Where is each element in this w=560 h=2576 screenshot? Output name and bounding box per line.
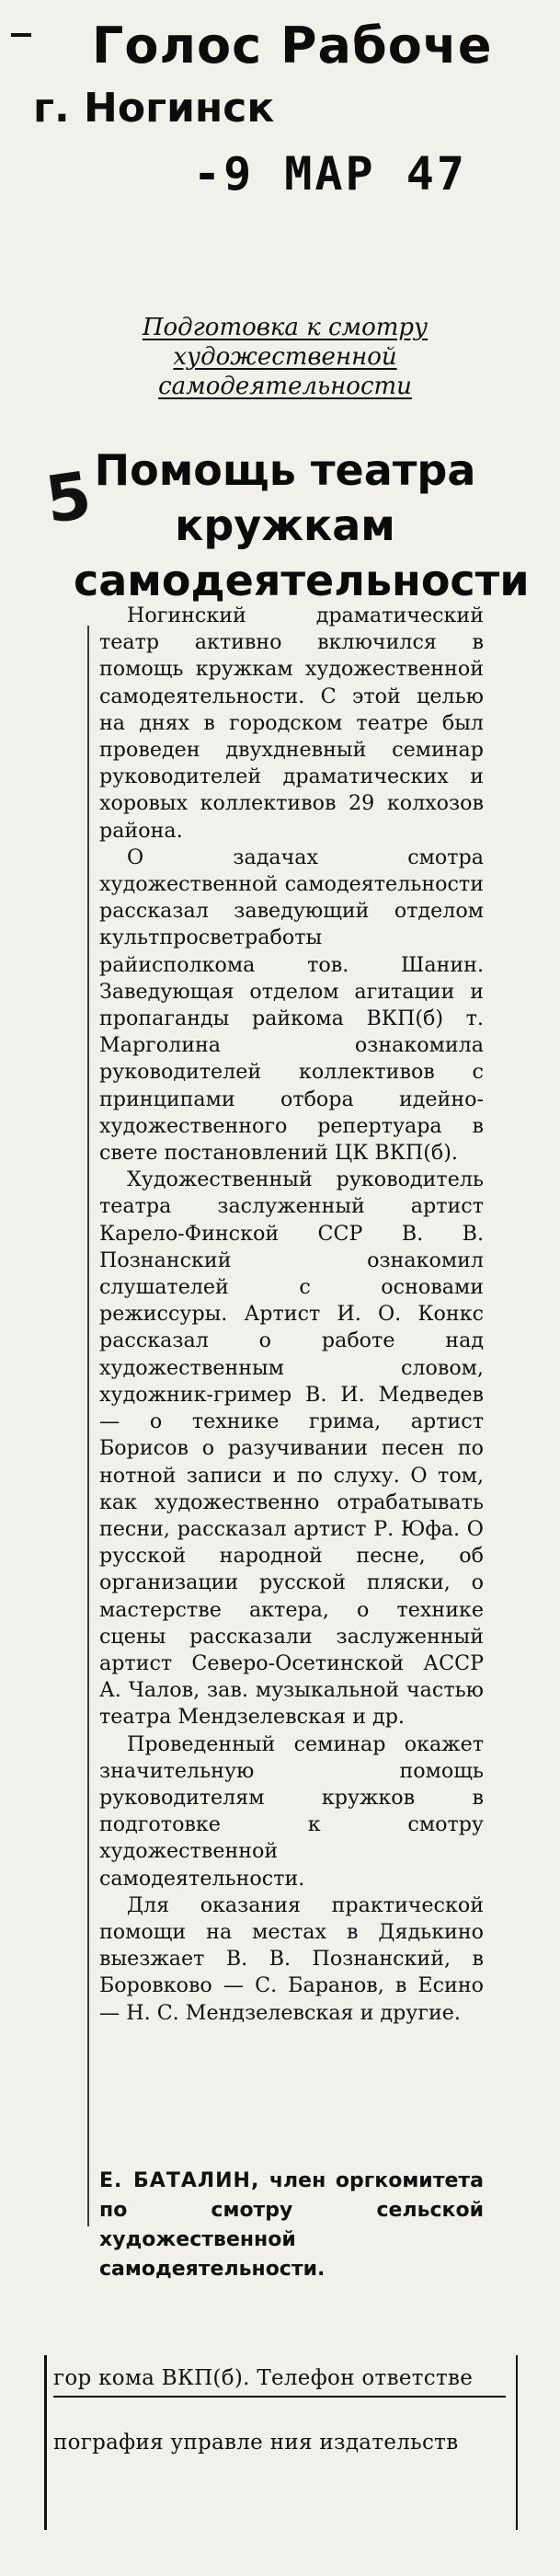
article-body bbox=[99, 603, 484, 2027]
fragment-line: пография управле ния издательств bbox=[53, 2431, 459, 2455]
rubric-line: Подготовка к смотру bbox=[142, 314, 429, 341]
rubric-line: художественной bbox=[173, 343, 397, 371]
handwritten-note: 5 bbox=[40, 457, 97, 538]
headline-line: кружкам bbox=[175, 500, 395, 550]
author-name: Е. БАТАЛИН, bbox=[99, 2169, 260, 2192]
clipping-corner-mark bbox=[11, 33, 31, 50]
newspaper-city: г. Ногинск bbox=[33, 85, 275, 132]
article-paragraph: О задачах смотра художественной самодеятельности рассказал заведующий отделом культпросветработы райисполкома тов. Шанин. Заведующая отделом агитации и пропаганды райкома ВКП(б) т. Марголина ознакомила руководителей коллективов с принципами отбора идейно-художественного репертуара в свете постановлений ЦК ВКП(б). bbox=[99, 845, 484, 1166]
article-headline bbox=[74, 443, 530, 608]
column-rule bbox=[87, 626, 89, 2226]
article-rubric bbox=[101, 313, 469, 401]
article-paragraph: Ногинский драматический театр активно включился в помощь кружкам художественной самодеятельности. С этой целью на днях в городском театре был проведен двухдневный семинар руководителей драматических и хоровых коллективов 29 колхозов района. bbox=[99, 604, 484, 843]
article-signature bbox=[99, 2167, 484, 2284]
rubric-line: самодеятельности bbox=[158, 373, 412, 400]
author-role: член оргкомитета по смотру сельской художественной самодеятельности. bbox=[99, 2169, 484, 2281]
headline-line: самодеятельности bbox=[74, 555, 530, 605]
article-paragraph: Художественный руководитель театра заслуженный артист Карело-Финской ССР В. В. Познанский ознакомил слушателей с основами режиссуры. Артист И. О. Конкс рассказал о работе над художественным словом, художник-гример В. И. Медведев — о технике грима, артист Борисов о разучивании песен по нотной записи и по слуху. О том, как художественно отрабатывать песни, рассказал артист Р. Юфа. О русской народной песне, об организации русской пляски, о мастерстве актера, о технике сцены рассказали заслуженный артист Северо-Осетинской АССР А. Чалов, зав. музыкальной частью театра Мендзелевская и др. bbox=[99, 1167, 484, 1730]
article-paragraph: Для оказания практической помощи на местах в Дядькино выезжает В. В. Познанский, в Боровково — С. Баранов, в Есино — Н. С. Мендзелевская и другие. bbox=[99, 1892, 484, 2025]
newspaper-masthead: Голос Рабоче bbox=[92, 17, 493, 75]
fragment-line: гор кома ВКП(б). Телефон ответстве bbox=[53, 2366, 506, 2398]
article-paragraph: Проведенный семинар окажет значительную помощь руководителям кружков в подготовке к смотру художественной самодеятельности. bbox=[99, 1731, 484, 1891]
clipping-date-stamp: -9 МАР 47 bbox=[193, 147, 467, 201]
headline-line: Помощь театра bbox=[94, 444, 476, 495]
